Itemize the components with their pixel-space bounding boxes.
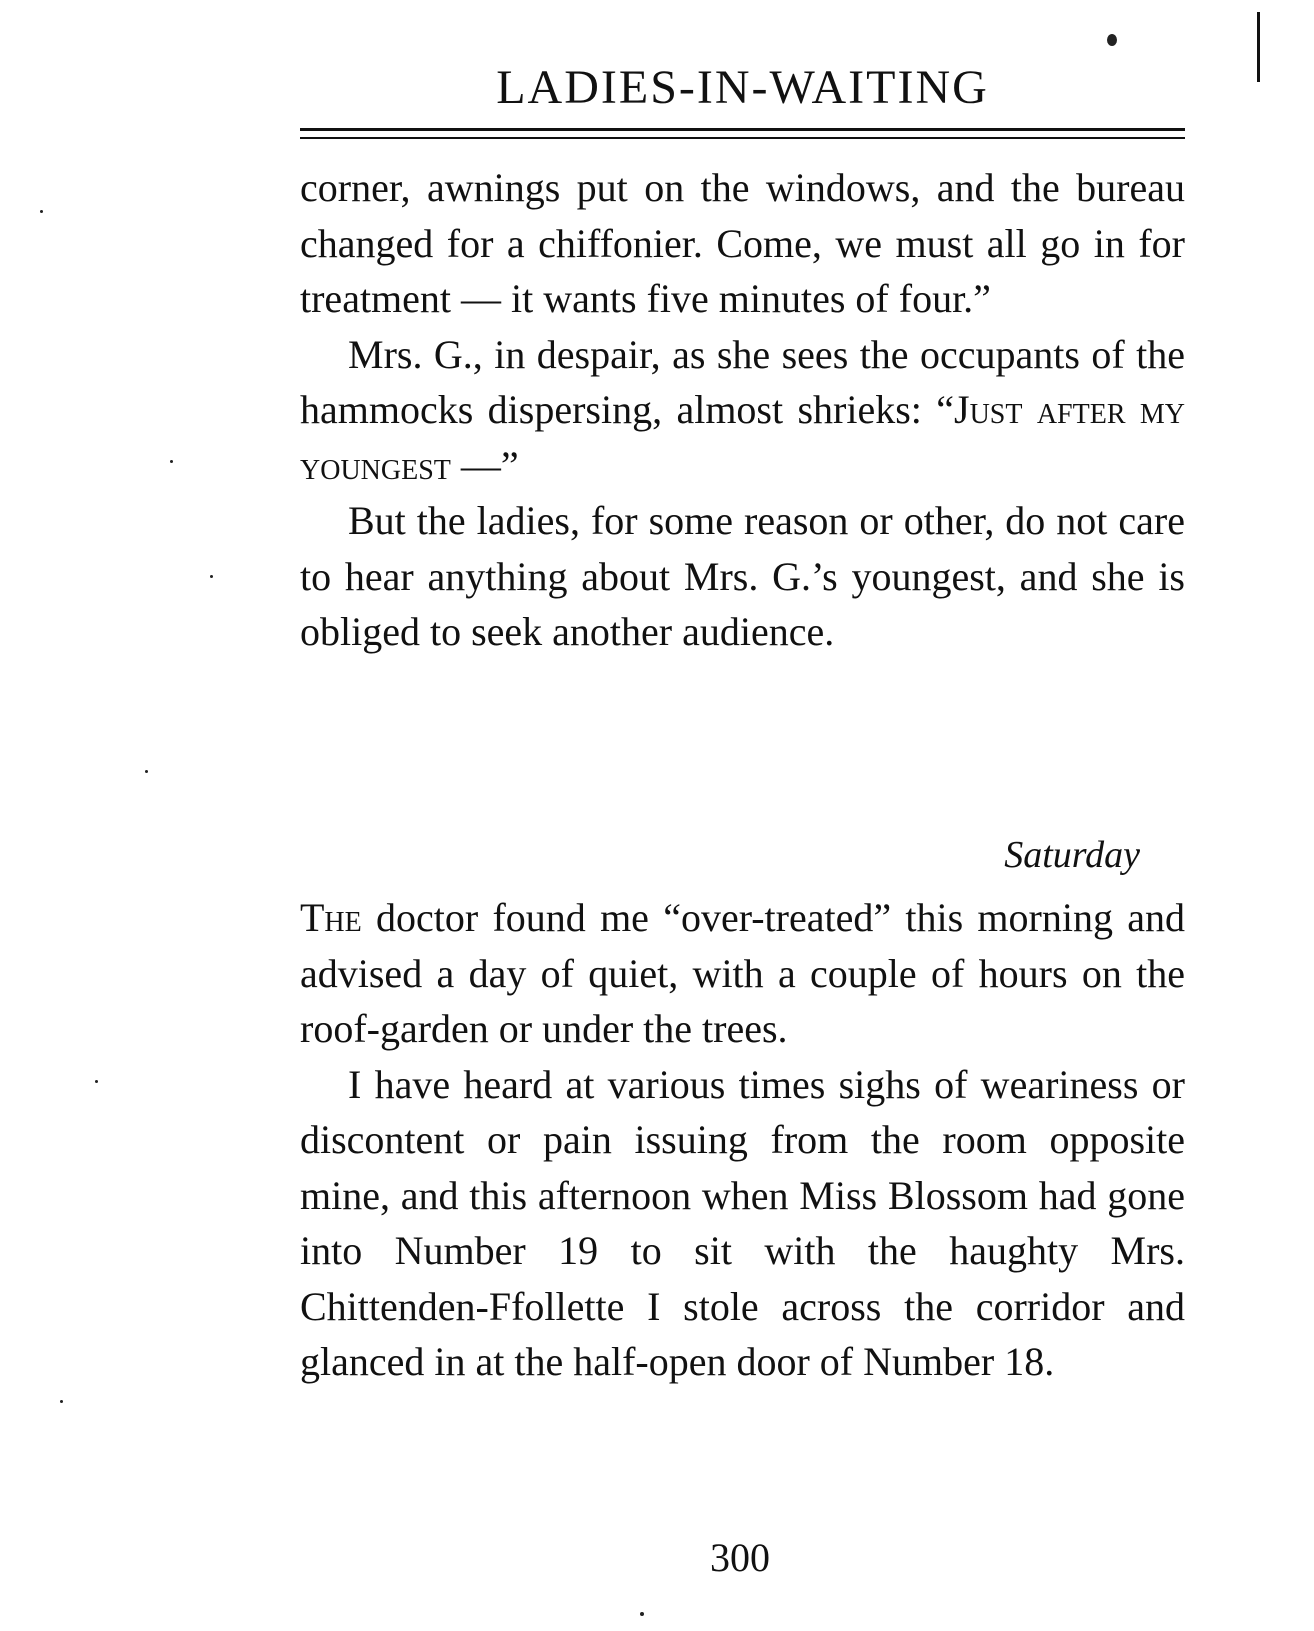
paragraph-4: [300, 890, 1185, 1057]
paragraph-2-lead: Mrs. G., in despair, as she sees the occupants of the hammocks dispersing, almost shrieks: “: [300, 331, 1185, 432]
scan-speck: [95, 1080, 98, 1083]
paragraph-1: corner, awnings put on the windows, and the bureau changed for a chiffonier. Come, we must all go in for treatment — it wants five minutes of four.”: [300, 165, 1185, 321]
paragraph-2-small-caps: Just after my youngest: [300, 387, 1185, 488]
scan-speck: [170, 460, 173, 463]
section-dateline: Saturday: [1004, 834, 1140, 876]
page-number: 300: [710, 1535, 770, 1580]
paragraph-4-text: doctor found me “over-treated” this morning and advised a day of quiet, with a couple of hours on the roof-garden or under the trees.: [300, 895, 1185, 1051]
paragraph-3: But the ladies, for some reason or other, do not care to hear anything about Mrs. G.’s youngest, and she is obliged to seek another audience.: [300, 498, 1185, 654]
scan-speck: [60, 1400, 63, 1403]
paragraph-2: [300, 327, 1185, 494]
scan-speck: [40, 210, 43, 213]
scan-speck: [640, 1612, 644, 1616]
body-text-lower: [300, 890, 1185, 1390]
paragraph-4-opening-small-caps: The: [300, 895, 362, 940]
scan-speck: [1107, 34, 1117, 46]
scan-speck: [210, 575, 213, 578]
scan-edge-mark: [1257, 12, 1260, 82]
header-rule-bottom: [300, 137, 1185, 139]
paragraph-5: I have heard at various times sighs of weariness or discontent or pain issuing from the room opposite mine, and this afternoon when Miss Blossom had gone into Number 19 to sit with the haughty Mrs. Chittenden-Ffollette I stole across the corridor and glanced in at the half-open door of Number 18.: [300, 1061, 1185, 1384]
header-rule-top: [300, 128, 1185, 131]
scan-speck: [145, 770, 148, 773]
running-header: LADIES-IN-WAITING: [496, 61, 989, 114]
body-text-upper: [300, 160, 1185, 660]
paragraph-2-tail: —”: [450, 442, 519, 488]
